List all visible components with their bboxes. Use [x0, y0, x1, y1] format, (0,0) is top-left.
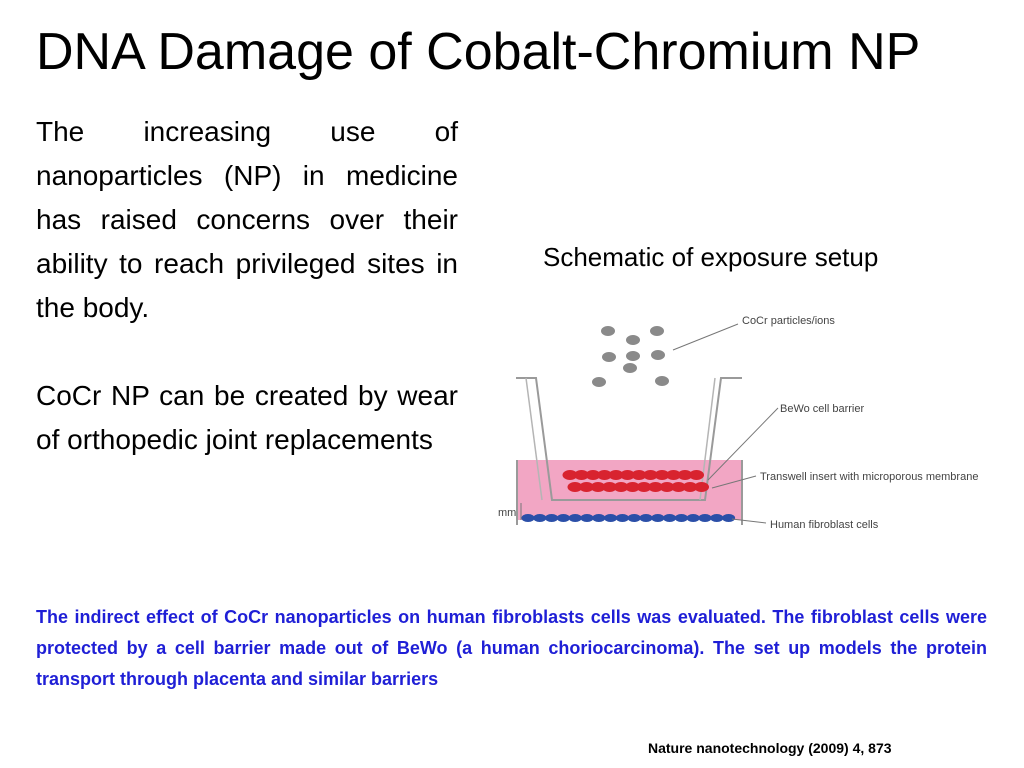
particle [626, 335, 640, 345]
particle [592, 377, 606, 387]
fibroblast-cell [640, 514, 653, 522]
fibroblast-cell [522, 514, 535, 522]
cocr-paragraph: CoCr NP can be created by wear of orthopedic joint replacements [36, 380, 458, 455]
particle [651, 350, 665, 360]
fibroblast-cell [628, 514, 641, 522]
fibroblast-cell [675, 514, 688, 522]
fibroblast-cell [710, 514, 723, 522]
particle [655, 376, 669, 386]
fibroblast-cell [557, 514, 570, 522]
fibroblast-cell [699, 514, 712, 522]
fibroblast-cell [545, 514, 558, 522]
particles-label: CoCr particles/ions [742, 315, 835, 327]
fibroblast-cell [592, 514, 605, 522]
particle [626, 351, 640, 361]
barrier-label: BeWo cell barrier [780, 403, 865, 415]
fibroblast-cell [569, 514, 582, 522]
fibroblast-leader [732, 519, 766, 523]
particle [623, 363, 637, 373]
fibroblast-cell [581, 514, 594, 522]
scale-label: mm [498, 507, 517, 519]
schematic-caption: Schematic of exposure setup [543, 242, 879, 272]
citation: Nature nanotechnology (2009) 4, 873 [648, 740, 892, 756]
intro-text [36, 110, 458, 462]
fibroblast-cell [722, 514, 735, 522]
insert-label: Transwell insert with microporous membrane [760, 471, 979, 483]
slide-title: DNA Damage of Cobalt-Chromium NP [36, 23, 921, 81]
fibroblast-cell [651, 514, 664, 522]
fibroblast-cell [687, 514, 700, 522]
bewo-cell [694, 482, 709, 492]
intro-paragraph: The increasing use of nanoparticles (NP) in medicine has raised concerns over their ability to reach privileged sites in the body. [36, 116, 458, 323]
particle [601, 326, 615, 336]
particles-leader [673, 324, 738, 350]
exposure-schematic [490, 310, 1006, 540]
summary-text: The indirect effect of CoCr nanoparticles on human fibroblasts cells was evaluated. The fibroblast cells were protected by a cell barrier made out of BeWo (a human choriocarcinoma). The set up models the protein transport through placenta and similar barriers [36, 607, 987, 689]
fibroblast-cell [533, 514, 546, 522]
particle [650, 326, 664, 336]
fibroblast-cell [604, 514, 617, 522]
bewo-cell [689, 470, 704, 480]
fibroblast-label: Human fibroblast cells [770, 519, 879, 531]
particle [602, 352, 616, 362]
fibroblast-cell [616, 514, 629, 522]
cocr-particles [592, 326, 669, 387]
fibroblast-cell [663, 514, 676, 522]
